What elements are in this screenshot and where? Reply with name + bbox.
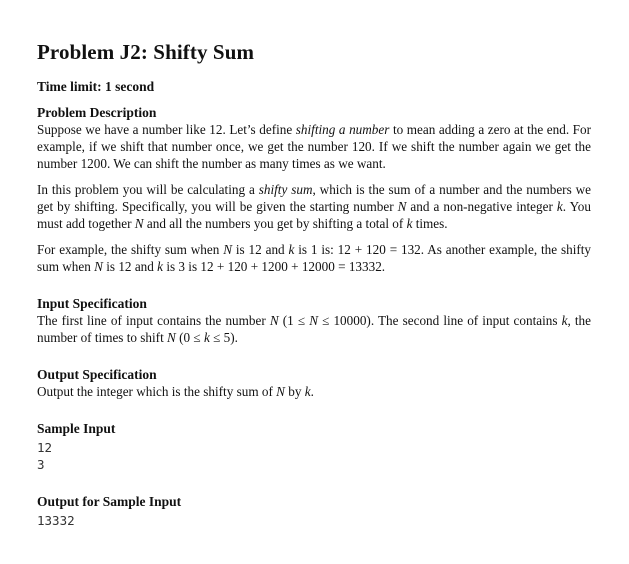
var-n: N — [94, 259, 103, 274]
var-n: N — [397, 199, 407, 214]
var-n: N — [269, 313, 279, 328]
term-shifting: shifting a number — [295, 122, 390, 137]
text: is 12 and — [102, 259, 158, 274]
sample-output-line: 13332 — [37, 513, 75, 528]
var-n: N — [167, 330, 176, 345]
text: The first line of input contains the number — [37, 313, 270, 328]
text: is 1 is: 12 + 120 = 132. As another example, the shifty sum when — [37, 242, 592, 274]
text: Output the integer which is the shifty sum of — [37, 384, 277, 399]
var-k: k — [288, 242, 295, 257]
output-specification-section — [37, 366, 591, 400]
var-k: k — [304, 384, 311, 399]
sample-output-section — [37, 493, 591, 529]
text: is 12 and — [232, 242, 289, 257]
description-paragraph-1 — [37, 121, 591, 172]
text: Suppose we have a number like 12. Let’s define — [37, 122, 296, 137]
var-k: k — [406, 216, 413, 231]
sample-input-heading: Sample Input — [37, 421, 116, 436]
input-specification-heading: Input Specification — [37, 296, 147, 311]
var-n: N — [309, 313, 318, 328]
text: ≤ 10000). The second line of input contains — [318, 313, 562, 328]
text: ≤ 5). — [209, 330, 238, 345]
var-n: N — [223, 242, 232, 257]
text: . You must add together — [37, 199, 591, 231]
text: In this problem you will be calculating a — [37, 182, 259, 197]
input-specification-section — [37, 295, 591, 346]
var-k: k — [556, 199, 563, 214]
output-specification-heading: Output Specification — [37, 367, 157, 382]
text: by — [284, 384, 305, 399]
sample-input-line: 3 — [37, 457, 45, 472]
text: is 3 is 12 + 120 + 1200 + 12000 = 13332. — [163, 259, 386, 274]
text: and all the numbers you get by shifting a total of — [143, 216, 407, 231]
var-k: k — [157, 259, 164, 274]
output-specification-text — [37, 383, 591, 400]
problem-description-section — [37, 104, 591, 275]
sample-output-heading: Output for Sample Input — [37, 494, 182, 509]
text: (1 ≤ — [278, 313, 310, 328]
var-k: k — [561, 313, 568, 328]
text: (0 ≤ — [175, 330, 204, 345]
text: to mean adding a zero at the end. For example, if we shift that number once, we get the number 120. If we shift the number again we get the number 1200. We can shift the number as many times as we want. — [37, 122, 592, 171]
text: times. — [412, 216, 448, 231]
problem-description-heading: Problem Description — [37, 105, 157, 120]
sample-input-section — [37, 420, 591, 473]
description-paragraph-2 — [37, 181, 591, 232]
text: For example, the shifty sum when — [37, 242, 224, 257]
text: . — [310, 384, 314, 399]
term-shifty-sum: shifty sum — [258, 182, 313, 197]
sample-input-line: 12 — [37, 440, 53, 455]
var-n: N — [276, 384, 285, 399]
var-n: N — [134, 216, 144, 231]
time-limit: Time limit: 1 second — [37, 79, 155, 94]
text: and a non-negative integer — [406, 199, 557, 214]
input-specification-text — [37, 312, 591, 346]
text: , which is the sum of a number and the numbers we get by shifting. Specifically, you will be given the starting number — [37, 182, 591, 214]
page-title: Problem J2: Shifty Sum — [37, 40, 255, 64]
var-k: k — [203, 330, 210, 345]
description-paragraph-3 — [37, 241, 591, 275]
text: , the number of times to shift — [37, 313, 591, 345]
